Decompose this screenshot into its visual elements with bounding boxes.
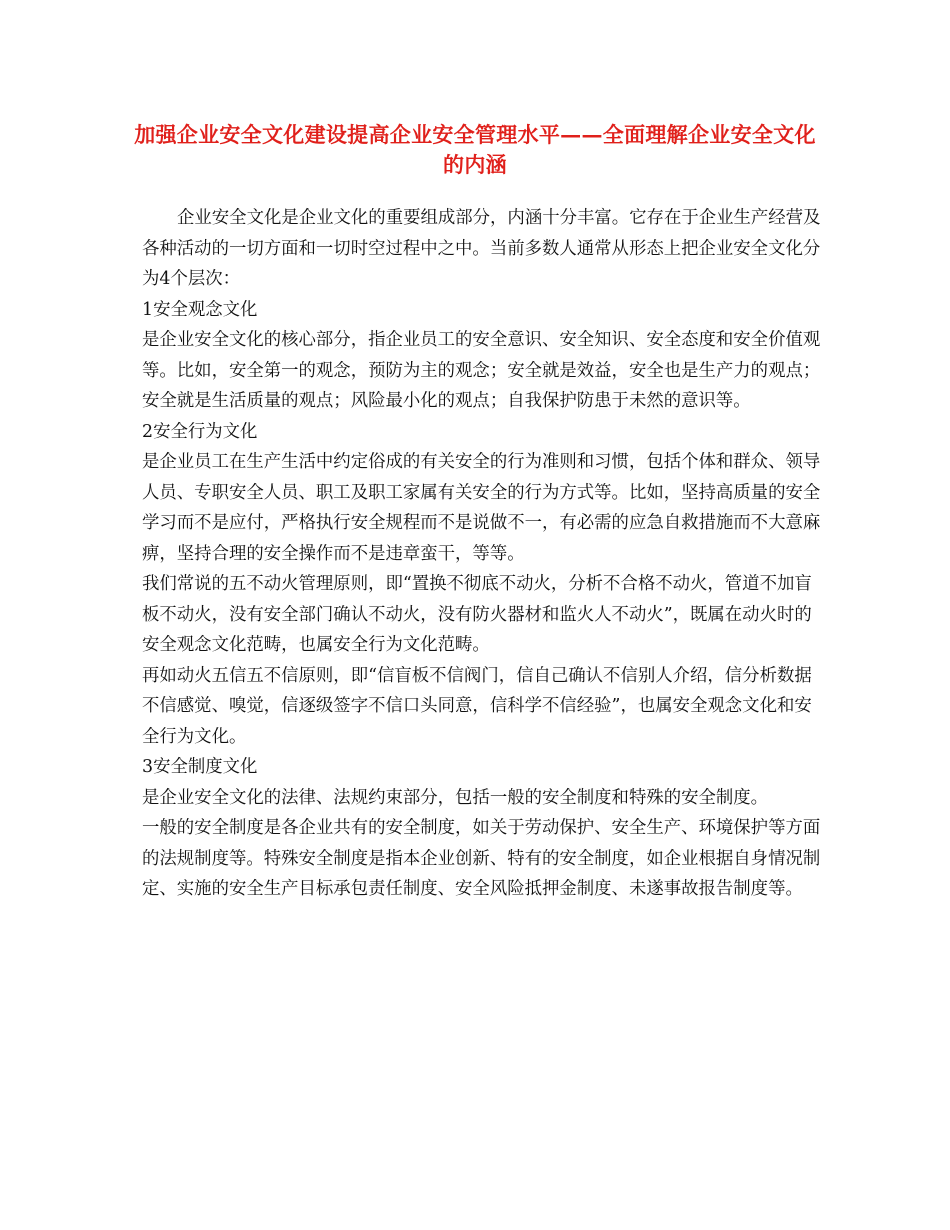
- paragraph-five-trust-principles: 再如动火五信五不信原则，即“信盲板不信阀门，信自己确认不信别人介绍，信分析数据不信感觉、嗅觉，信逐级签字不信口头同意，信科学不信经验”，也属安全观念文化和安全行为文化。: [142, 665, 812, 747]
- paragraph-safety-system-culture: 是企业安全文化的法律、法规约束部分，包括一般的安全制度和特殊的安全制度。: [142, 787, 769, 808]
- paragraph-five-no-fire-principles: 我们常说的五不动火管理原则，即“置换不彻底不动火，分析不合格不动火，管道不加盲板不动火，没有安全部门确认不动火，没有防火器材和监火人不动火”，既属在动火时的安全观念文化范畴，也属安全行为文化范畴。: [142, 574, 812, 655]
- intro-paragraph: 企业安全文化是企业文化的重要组成部分，内涵十分丰富。它存在于企业生产经营及各种活动的一切方面和一切时空过程中之中。当前多数人通常从形态上把企业安全文化分为4个层次：: [142, 208, 821, 289]
- paragraph-general-special-systems: 一般的安全制度是各企业共有的安全制度，如关于劳动保护、安全生产、环境保护等方面的法规制度等。特殊安全制度是指本企业创新、特有的安全制度，如企业根据自身情况制定、实施的安全生产目标承包责任制度、安全风险抵押金制度、未遂事故报告制度等。: [142, 818, 821, 899]
- paragraph-safety-behavior-culture: 是企业员工在生产生活中约定俗成的有关安全的行为准则和习惯，包括个体和群众、领导人员、专职安全人员、职工及职工家属有关安全的行为方式等。比如，坚持高质量的安全学习而不是应付，严格执行安全规程而不是说做不一，有必需的应急自救措施而不大意麻痹，坚持合理的安全操作而不是违章蛮干，等等。: [142, 452, 821, 564]
- section-heading-safety-system-culture: 3安全制度文化: [142, 757, 258, 777]
- document-title: 加强企业安全文化建设提高企业安全管理水平——全面理解企业安全文化的内涵: [134, 122, 816, 177]
- paragraph-safety-concept-culture: 是企业安全文化的核心部分，指企业员工的安全意识、安全知识、安全态度和安全价值观等。比如，安全第一的观念，预防为主的观念；安全就是效益，安全也是生产力的观点；安全就是生活质量的观点；风险最小化的观点；自我保护防患于未然的意识等。: [142, 330, 821, 411]
- section-heading-safety-behavior-culture: 2安全行为文化: [142, 421, 258, 442]
- section-heading-safety-concept-culture: 1安全观念文化: [142, 299, 258, 320]
- document-body: [142, 203, 826, 905]
